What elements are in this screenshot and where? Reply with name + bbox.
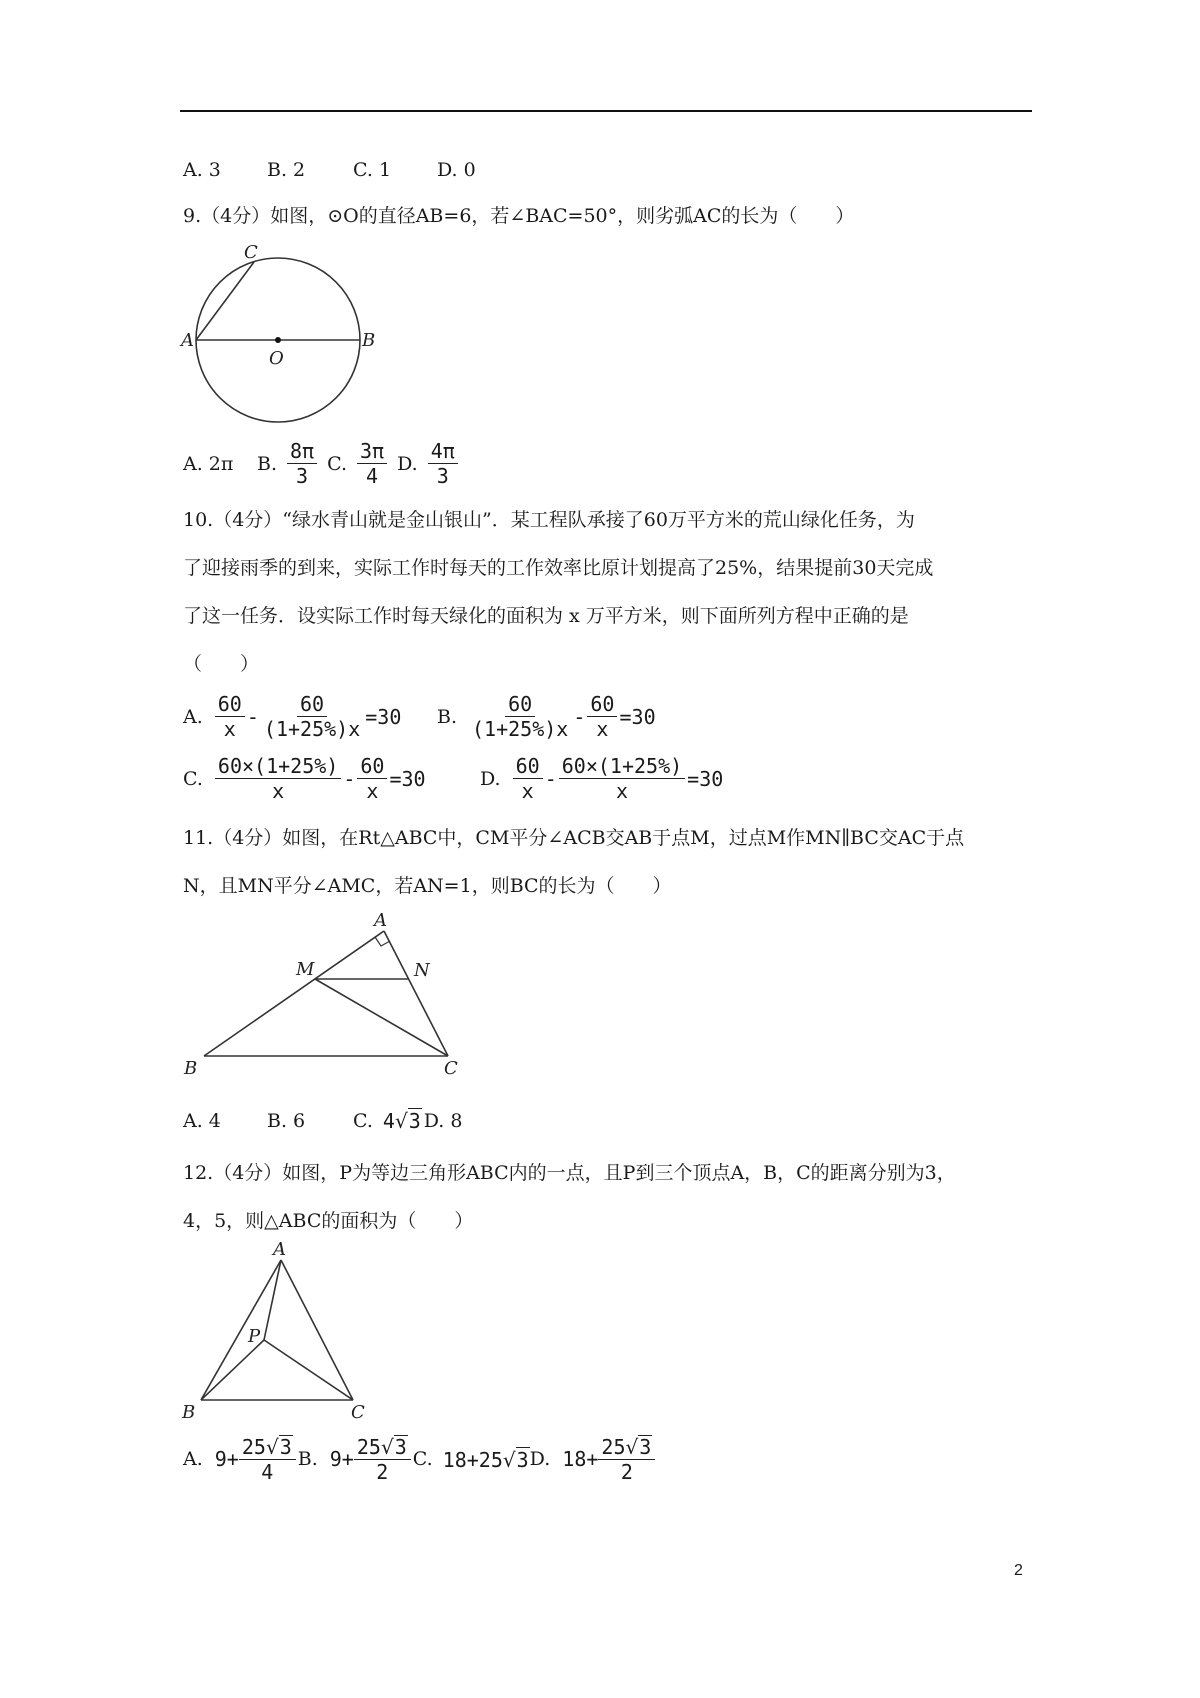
q12-option-d-prefix: 18+ [562, 1447, 599, 1471]
side-ab [204, 931, 384, 1056]
option-label: D. [480, 767, 501, 790]
header-rule [180, 110, 1032, 112]
label-a: A [273, 1240, 286, 1260]
q11-triangle-figure [178, 910, 478, 1080]
fraction-1 [513, 755, 543, 802]
q9-option-b-label: B. [257, 452, 278, 475]
sqrt-icon: √ [380, 1435, 394, 1459]
denominator: x [272, 779, 285, 803]
radicand: 3 [394, 1435, 407, 1459]
radicand: 3 [279, 1435, 292, 1459]
rhs: =30 [619, 704, 656, 729]
numerator: 60 [513, 755, 543, 779]
q9-option-c-fraction [357, 440, 387, 487]
q10-line3: 了这一任务．设实际工作时每天绿化的面积为 x 万平方米，则下面所列方程中正确的是 [183, 605, 909, 627]
minus-sign: - [343, 766, 356, 791]
denominator: 2 [376, 1460, 389, 1484]
q12-option-a-label: A. [183, 1448, 203, 1470]
fraction-1 [469, 693, 571, 740]
page-number: 2 [1014, 1562, 1023, 1579]
fraction-2 [587, 693, 617, 740]
q12-triangle-figure [178, 1240, 388, 1425]
center-point [275, 337, 281, 343]
numerator [598, 1435, 655, 1460]
q12-line2: 4，5，则△ABC的面积为（ ） [183, 1210, 474, 1232]
numerator: 60×(1+25%) [559, 755, 685, 779]
q12-line1: 12.（4分）如图，P为等边三角形ABC内的一点，且P到三个顶点A，B，C的距离分别为3， [183, 1162, 956, 1184]
label-m: M [296, 959, 315, 980]
label-c: C [444, 1058, 458, 1079]
q12-option-b-label: B. [297, 1448, 318, 1470]
q9-option-a: A. 2π [183, 452, 234, 475]
q12-options [183, 1435, 655, 1483]
denominator: (1+25%)x [263, 717, 361, 741]
chord-ac [196, 262, 254, 340]
segment-pa [264, 1260, 281, 1340]
q11-option-a: A. 4 [183, 1109, 221, 1132]
q10-option-d [480, 755, 723, 802]
q9-option-c-label: C. [327, 452, 348, 475]
q12-option-d-fraction [598, 1435, 655, 1483]
q9-circle-figure [178, 240, 378, 430]
q10-line4: （ ） [183, 653, 260, 675]
q12-option-b-fraction [354, 1435, 411, 1483]
label-b: B [182, 1402, 196, 1423]
segment-pc [264, 1340, 353, 1400]
q11-option-c-value [383, 1108, 422, 1133]
numerator: 60 [297, 693, 327, 717]
q12-option-c-label: C. [412, 1448, 433, 1470]
q12-option-d-label: D. [529, 1448, 551, 1470]
label-a: A [181, 330, 194, 351]
q11-line1: 11.（4分）如图，在Rt△ABC中，CM平分∠ACB交AB于点M，过点M作MN∥BC交AC于点 [183, 827, 965, 849]
q12-option-a-fraction [239, 1435, 296, 1483]
label-a: A [374, 910, 387, 931]
rhs: =30 [687, 766, 724, 791]
q8-option-b: B. 2 [267, 159, 306, 181]
denominator: x [615, 779, 628, 803]
numerator: 3π [357, 440, 387, 464]
radicand: 3 [408, 1109, 421, 1133]
q8-option-d: D. 0 [437, 159, 476, 181]
coefficient: 25 [356, 1435, 381, 1459]
sqrt-icon: √ [502, 1447, 516, 1472]
sqrt-icon: √ [625, 1435, 639, 1459]
q12-option-c-value [443, 1447, 530, 1472]
side-ab [201, 1260, 281, 1400]
coefficient: 25 [241, 1435, 266, 1459]
q12-option-b-prefix: 9+ [329, 1447, 354, 1471]
numerator: 8π [287, 440, 317, 464]
denominator: 3 [436, 464, 449, 488]
numerator: 60 [587, 693, 617, 717]
numerator [239, 1435, 296, 1460]
label-n: N [414, 960, 430, 981]
q11-line2: N，且MN平分∠AMC，若AN=1，则BC的长为（ ） [183, 875, 672, 897]
coefficient: 25 [601, 1435, 626, 1459]
q10-option-a [183, 693, 401, 740]
numerator: 60 [357, 755, 387, 779]
numerator: 60 [505, 693, 535, 717]
q9-option-d-label: D. [397, 452, 418, 475]
q9-option-b-fraction [287, 440, 317, 487]
label-o: O [269, 348, 284, 369]
fraction-1 [215, 755, 341, 802]
denominator: x [223, 717, 236, 741]
q10-line2: 了迎接雨季的到来，实际工作时每天的工作效率比原计划提高了25%，结果提前30天完成 [183, 557, 934, 579]
segment-pb [201, 1340, 264, 1400]
sqrt-icon: √ [394, 1109, 408, 1133]
option-label: C. [183, 767, 203, 790]
sqrt-icon: √ [265, 1435, 279, 1459]
label-b: B [184, 1058, 198, 1079]
q11-option-b: B. 6 [267, 1109, 306, 1132]
q11-option-d: D. 8 [423, 1109, 463, 1132]
fraction-2 [357, 755, 387, 802]
label-c: C [351, 1402, 365, 1423]
q9-options [183, 440, 458, 487]
minus-sign: - [246, 704, 259, 729]
rhs: =30 [389, 766, 426, 791]
rhs: =30 [365, 704, 402, 729]
option-label: B. [437, 705, 458, 728]
q11-options [183, 1108, 462, 1133]
label-c: C [244, 242, 258, 263]
prefix: 18+25 [442, 1447, 503, 1472]
numerator [354, 1435, 411, 1460]
q8-option-c: C. 1 [353, 159, 392, 181]
numerator: 4π [428, 440, 458, 464]
label-b: B [362, 330, 376, 351]
q9-stem: 9.（4分）如图，⊙O的直径AB=6，若∠BAC=50°，则劣弧AC的长为（ ） [183, 205, 855, 227]
denominator: (1+25%)x [472, 717, 569, 741]
numerator: 60×(1+25%) [215, 755, 341, 779]
radicand: 3 [639, 1435, 652, 1459]
q8-option-a: A. 3 [183, 159, 221, 181]
option-label: A. [183, 705, 203, 728]
fraction-2 [261, 693, 363, 740]
q12-option-a-prefix: 9+ [214, 1447, 239, 1471]
fraction-2 [559, 755, 685, 802]
fraction-1 [215, 693, 245, 740]
denominator: 2 [620, 1460, 633, 1484]
numerator: 60 [215, 693, 245, 717]
denominator: x [596, 717, 609, 741]
coefficient: 4 [382, 1109, 395, 1133]
minus-sign: - [544, 766, 557, 791]
q9-option-d-fraction [428, 440, 458, 487]
q10-line1: 10.（4分）“绿水青山就是金山银山”．某工程队承接了60万平方米的荒山绿化任务，为 [183, 509, 915, 531]
label-p: P [248, 1326, 261, 1347]
q10-option-c [183, 755, 426, 802]
denominator: x [366, 779, 379, 803]
denominator: 3 [296, 464, 309, 488]
side-ac [281, 1260, 353, 1400]
denominator: 4 [261, 1460, 274, 1484]
q11-option-c-label: C. [353, 1109, 373, 1132]
radicand: 3 [516, 1447, 529, 1472]
denominator: x [521, 779, 534, 803]
denominator: 4 [366, 464, 379, 488]
q10-option-b [437, 693, 656, 740]
minus-sign: - [573, 704, 586, 729]
q8-options [183, 158, 476, 182]
